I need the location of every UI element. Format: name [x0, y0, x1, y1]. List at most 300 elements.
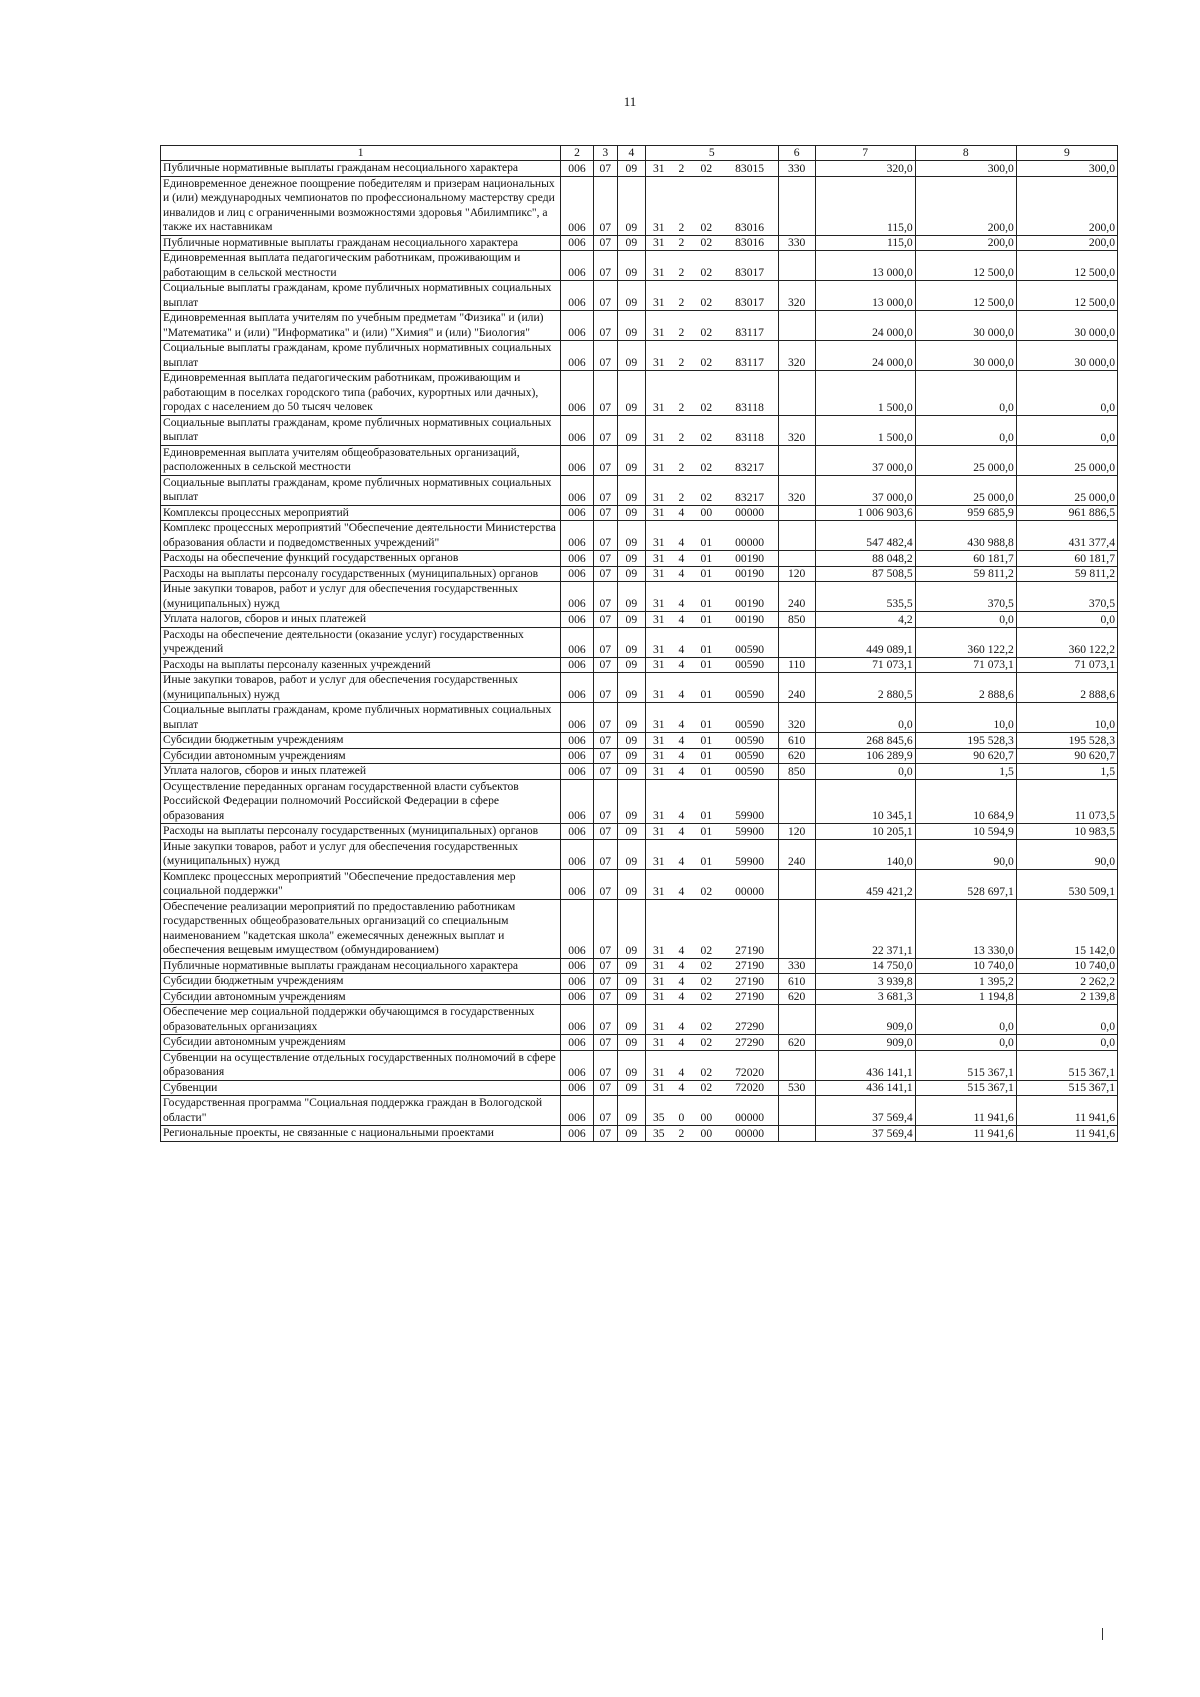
code-type: 2 — [672, 475, 692, 505]
code-subsection: 09 — [617, 974, 645, 990]
value-year-3: 12 500,0 — [1016, 281, 1117, 311]
code-gov: 006 — [561, 251, 594, 281]
code-type: 4 — [672, 989, 692, 1005]
code-group: 01 — [691, 764, 721, 780]
code-program: 31 — [645, 673, 671, 703]
code-section: 07 — [593, 475, 617, 505]
code-direction: 00190 — [722, 566, 779, 582]
row-label: Расходы на выплаты персоналу государственных (муниципальных) органов — [161, 824, 561, 840]
table-row — [161, 1050, 1118, 1080]
code-group: 02 — [691, 1005, 721, 1035]
code-program: 31 — [645, 415, 671, 445]
code-group: 02 — [691, 415, 721, 445]
value-year-3: 90 620,7 — [1016, 748, 1117, 764]
value-year-3: 515 367,1 — [1016, 1050, 1117, 1080]
table-row — [161, 657, 1118, 673]
code-expense-type: 330 — [778, 161, 815, 177]
code-group: 01 — [691, 582, 721, 612]
table-row — [161, 627, 1118, 657]
code-subsection: 09 — [617, 1035, 645, 1051]
code-direction: 83016 — [722, 176, 779, 235]
code-gov: 006 — [561, 733, 594, 749]
code-expense-type — [778, 176, 815, 235]
code-direction: 00590 — [722, 657, 779, 673]
value-year-1: 1 500,0 — [815, 371, 915, 416]
code-expense-type: 330 — [778, 958, 815, 974]
value-year-3: 300,0 — [1016, 161, 1117, 177]
code-group: 02 — [691, 445, 721, 475]
value-year-1: 4,2 — [815, 612, 915, 628]
code-group: 02 — [691, 341, 721, 371]
column-header: 3 — [593, 146, 617, 161]
code-expense-type — [778, 869, 815, 899]
value-year-3: 0,0 — [1016, 415, 1117, 445]
value-year-2: 25 000,0 — [915, 475, 1016, 505]
code-expense-type — [778, 551, 815, 567]
code-subsection: 09 — [617, 733, 645, 749]
code-expense-type: 620 — [778, 748, 815, 764]
code-subsection: 09 — [617, 505, 645, 521]
value-year-2: 59 811,2 — [915, 566, 1016, 582]
code-section: 07 — [593, 899, 617, 958]
row-label: Комплексы процессных мероприятий — [161, 505, 561, 521]
code-subsection: 09 — [617, 475, 645, 505]
code-expense-type — [778, 371, 815, 416]
code-section: 07 — [593, 1005, 617, 1035]
value-year-3: 25 000,0 — [1016, 475, 1117, 505]
value-year-1: 22 371,1 — [815, 899, 915, 958]
code-direction: 83118 — [722, 371, 779, 416]
code-program: 31 — [645, 251, 671, 281]
code-direction: 27190 — [722, 974, 779, 990]
code-gov: 006 — [561, 824, 594, 840]
code-direction: 83017 — [722, 281, 779, 311]
code-group: 01 — [691, 566, 721, 582]
code-group: 02 — [691, 281, 721, 311]
code-expense-type: 330 — [778, 235, 815, 251]
code-section: 07 — [593, 989, 617, 1005]
code-program: 31 — [645, 612, 671, 628]
code-group: 02 — [691, 1035, 721, 1051]
code-direction: 27290 — [722, 1005, 779, 1035]
budget-table — [160, 145, 1118, 1142]
code-type: 4 — [672, 869, 692, 899]
value-year-2: 0,0 — [915, 1035, 1016, 1051]
value-year-3: 0,0 — [1016, 1005, 1117, 1035]
value-year-1: 24 000,0 — [815, 341, 915, 371]
value-year-2: 12 500,0 — [915, 251, 1016, 281]
code-expense-type: 610 — [778, 974, 815, 990]
code-group: 02 — [691, 869, 721, 899]
value-year-2: 13 330,0 — [915, 899, 1016, 958]
value-year-1: 535,5 — [815, 582, 915, 612]
code-section: 07 — [593, 582, 617, 612]
value-year-2: 200,0 — [915, 235, 1016, 251]
code-expense-type — [778, 1050, 815, 1080]
code-expense-type: 320 — [778, 703, 815, 733]
code-direction: 00000 — [722, 521, 779, 551]
value-year-3: 195 528,3 — [1016, 733, 1117, 749]
code-type: 4 — [672, 521, 692, 551]
code-expense-type — [778, 445, 815, 475]
code-subsection: 09 — [617, 779, 645, 824]
code-gov: 006 — [561, 582, 594, 612]
value-year-3: 90,0 — [1016, 839, 1117, 869]
column-header: 9 — [1016, 146, 1117, 161]
code-group: 02 — [691, 1050, 721, 1080]
code-section: 07 — [593, 161, 617, 177]
code-expense-type: 320 — [778, 475, 815, 505]
value-year-1: 909,0 — [815, 1035, 915, 1051]
code-direction: 00000 — [722, 1126, 779, 1142]
code-gov: 006 — [561, 839, 594, 869]
value-year-3: 11 073,5 — [1016, 779, 1117, 824]
code-section: 07 — [593, 657, 617, 673]
value-year-1: 87 508,5 — [815, 566, 915, 582]
code-expense-type — [778, 899, 815, 958]
table-row — [161, 551, 1118, 567]
table-row — [161, 445, 1118, 475]
code-type: 2 — [672, 311, 692, 341]
code-gov: 006 — [561, 341, 594, 371]
row-label: Социальные выплаты гражданам, кроме публичных нормативных социальных выплат — [161, 475, 561, 505]
code-direction: 00000 — [722, 505, 779, 521]
code-program: 31 — [645, 869, 671, 899]
scan-mark — [1102, 1628, 1103, 1640]
code-subsection: 09 — [617, 161, 645, 177]
value-year-1: 10 205,1 — [815, 824, 915, 840]
code-type: 0 — [672, 1096, 692, 1126]
code-program: 31 — [645, 958, 671, 974]
value-year-1: 3 681,3 — [815, 989, 915, 1005]
table-row — [161, 475, 1118, 505]
code-direction: 00590 — [722, 673, 779, 703]
code-expense-type: 120 — [778, 824, 815, 840]
table-row — [161, 311, 1118, 341]
value-year-2: 300,0 — [915, 161, 1016, 177]
table-row — [161, 612, 1118, 628]
code-gov: 006 — [561, 899, 594, 958]
value-year-2: 1 194,8 — [915, 989, 1016, 1005]
code-type: 2 — [672, 415, 692, 445]
code-gov: 006 — [561, 989, 594, 1005]
value-year-1: 88 048,2 — [815, 551, 915, 567]
table-row — [161, 1035, 1118, 1051]
column-header: 1 — [161, 146, 561, 161]
code-gov: 006 — [561, 311, 594, 341]
code-subsection: 09 — [617, 371, 645, 416]
value-year-2: 2 888,6 — [915, 673, 1016, 703]
column-header: 7 — [815, 146, 915, 161]
code-expense-type — [778, 1126, 815, 1142]
table-row — [161, 899, 1118, 958]
code-program: 31 — [645, 235, 671, 251]
value-year-2: 10,0 — [915, 703, 1016, 733]
code-section: 07 — [593, 281, 617, 311]
code-gov: 006 — [561, 612, 594, 628]
value-year-1: 115,0 — [815, 176, 915, 235]
value-year-3: 360 122,2 — [1016, 627, 1117, 657]
table-row — [161, 733, 1118, 749]
column-header: 4 — [617, 146, 645, 161]
code-expense-type: 610 — [778, 733, 815, 749]
code-gov: 006 — [561, 505, 594, 521]
code-section: 07 — [593, 1126, 617, 1142]
code-type: 4 — [672, 974, 692, 990]
value-year-1: 3 939,8 — [815, 974, 915, 990]
code-subsection: 09 — [617, 764, 645, 780]
code-expense-type — [778, 311, 815, 341]
table-row — [161, 371, 1118, 416]
code-type: 2 — [672, 445, 692, 475]
code-type: 4 — [672, 839, 692, 869]
code-subsection: 09 — [617, 657, 645, 673]
code-subsection: 09 — [617, 551, 645, 567]
code-type: 4 — [672, 899, 692, 958]
code-section: 07 — [593, 341, 617, 371]
code-program: 31 — [645, 341, 671, 371]
code-direction: 83217 — [722, 475, 779, 505]
column-header: 8 — [915, 146, 1016, 161]
row-label: Публичные нормативные выплаты гражданам несоциального характера — [161, 235, 561, 251]
table-row — [161, 748, 1118, 764]
code-group: 01 — [691, 627, 721, 657]
code-subsection: 09 — [617, 281, 645, 311]
code-gov: 006 — [561, 475, 594, 505]
row-label: Социальные выплаты гражданам, кроме публичных нормативных социальных выплат — [161, 703, 561, 733]
row-label: Уплата налогов, сборов и иных платежей — [161, 764, 561, 780]
value-year-3: 0,0 — [1016, 371, 1117, 416]
row-label: Обеспечение мер социальной поддержки обучающимся в государственных образовательных организациях — [161, 1005, 561, 1035]
value-year-2: 515 367,1 — [915, 1050, 1016, 1080]
code-group: 02 — [691, 475, 721, 505]
code-subsection: 09 — [617, 311, 645, 341]
table-row — [161, 161, 1118, 177]
table-row — [161, 779, 1118, 824]
table-row — [161, 521, 1118, 551]
value-year-2: 959 685,9 — [915, 505, 1016, 521]
value-year-2: 1,5 — [915, 764, 1016, 780]
code-gov: 006 — [561, 1035, 594, 1051]
code-group: 00 — [691, 1096, 721, 1126]
code-direction: 00590 — [722, 703, 779, 733]
code-gov: 006 — [561, 1050, 594, 1080]
value-year-2: 30 000,0 — [915, 341, 1016, 371]
code-group: 02 — [691, 176, 721, 235]
code-section: 07 — [593, 415, 617, 445]
row-label: Субвенции — [161, 1080, 561, 1096]
code-group: 02 — [691, 235, 721, 251]
table-row — [161, 958, 1118, 974]
code-gov: 006 — [561, 445, 594, 475]
value-year-3: 60 181,7 — [1016, 551, 1117, 567]
value-year-1: 13 000,0 — [815, 251, 915, 281]
row-label: Субсидии бюджетным учреждениям — [161, 733, 561, 749]
code-program: 31 — [645, 475, 671, 505]
value-year-2: 60 181,7 — [915, 551, 1016, 567]
code-direction: 27190 — [722, 989, 779, 1005]
row-label: Расходы на обеспечение функций государственных органов — [161, 551, 561, 567]
code-direction: 00590 — [722, 627, 779, 657]
code-direction: 59900 — [722, 824, 779, 840]
code-gov: 006 — [561, 764, 594, 780]
code-type: 2 — [672, 161, 692, 177]
row-label: Публичные нормативные выплаты гражданам несоциального характера — [161, 161, 561, 177]
value-year-2: 90,0 — [915, 839, 1016, 869]
code-direction: 59900 — [722, 839, 779, 869]
table-row — [161, 505, 1118, 521]
row-label: Субсидии автономным учреждениям — [161, 748, 561, 764]
code-group: 01 — [691, 733, 721, 749]
code-program: 31 — [645, 371, 671, 416]
code-direction: 00190 — [722, 612, 779, 628]
value-year-1: 436 141,1 — [815, 1050, 915, 1080]
row-label: Субсидии автономным учреждениям — [161, 1035, 561, 1051]
code-gov: 006 — [561, 657, 594, 673]
value-year-3: 0,0 — [1016, 612, 1117, 628]
code-direction: 27190 — [722, 899, 779, 958]
value-year-1: 268 845,6 — [815, 733, 915, 749]
code-direction: 83017 — [722, 251, 779, 281]
code-program: 31 — [645, 764, 671, 780]
code-group: 00 — [691, 505, 721, 521]
table-row — [161, 869, 1118, 899]
value-year-3: 10 740,0 — [1016, 958, 1117, 974]
value-year-3: 10 983,5 — [1016, 824, 1117, 840]
code-subsection: 09 — [617, 1126, 645, 1142]
row-label: Единовременное денежное поощрение победителям и призерам национальных и (или) международных чемпионатов по профессиональному мастерству среди инвалидов и лиц с ограниченными возможностями здоровья "Абилимпикс", а также их наставникам — [161, 176, 561, 235]
code-expense-type — [778, 521, 815, 551]
code-type: 4 — [672, 582, 692, 612]
table-row — [161, 251, 1118, 281]
value-year-3: 25 000,0 — [1016, 445, 1117, 475]
code-subsection: 09 — [617, 673, 645, 703]
code-section: 07 — [593, 703, 617, 733]
value-year-2: 10 594,9 — [915, 824, 1016, 840]
code-gov: 006 — [561, 748, 594, 764]
value-year-1: 37 569,4 — [815, 1126, 915, 1142]
row-label: Иные закупки товаров, работ и услуг для обеспечения государственных (муниципальных) нужд — [161, 839, 561, 869]
value-year-1: 449 089,1 — [815, 627, 915, 657]
code-expense-type: 120 — [778, 566, 815, 582]
code-direction: 00190 — [722, 582, 779, 612]
code-type: 4 — [672, 505, 692, 521]
code-group: 01 — [691, 839, 721, 869]
value-year-2: 12 500,0 — [915, 281, 1016, 311]
code-section: 07 — [593, 764, 617, 780]
value-year-3: 431 377,4 — [1016, 521, 1117, 551]
code-section: 07 — [593, 1050, 617, 1080]
code-gov: 006 — [561, 176, 594, 235]
row-label: Обеспечение реализации мероприятий по предоставлению работникам государственных общеобразовательных организаций со специальным наименованием "кадетская школа" ежемесячных денежных выплат и обеспечения вещевым имуществом (обмундированием) — [161, 899, 561, 958]
code-type: 2 — [672, 371, 692, 416]
code-expense-type: 530 — [778, 1080, 815, 1096]
row-label: Расходы на выплаты персоналу казенных учреждений — [161, 657, 561, 673]
code-section: 07 — [593, 779, 617, 824]
value-year-1: 13 000,0 — [815, 281, 915, 311]
code-program: 31 — [645, 1080, 671, 1096]
code-group: 02 — [691, 899, 721, 958]
value-year-2: 10 684,9 — [915, 779, 1016, 824]
value-year-2: 515 367,1 — [915, 1080, 1016, 1096]
code-type: 4 — [672, 566, 692, 582]
code-group: 02 — [691, 989, 721, 1005]
code-direction: 00590 — [722, 748, 779, 764]
code-expense-type — [778, 627, 815, 657]
row-label: Уплата налогов, сборов и иных платежей — [161, 612, 561, 628]
code-type: 4 — [672, 1005, 692, 1035]
code-expense-type: 320 — [778, 341, 815, 371]
code-direction: 72020 — [722, 1080, 779, 1096]
code-subsection: 09 — [617, 869, 645, 899]
row-label: Социальные выплаты гражданам, кроме публичных нормативных социальных выплат — [161, 281, 561, 311]
code-subsection: 09 — [617, 989, 645, 1005]
value-year-2: 71 073,1 — [915, 657, 1016, 673]
value-year-2: 195 528,3 — [915, 733, 1016, 749]
value-year-3: 15 142,0 — [1016, 899, 1117, 958]
row-label: Единовременная выплата учителям по учебным предметам "Физика" и (или) "Математика" и (или) "Информатика" и (или) "Химия" и (или) "Биология" — [161, 311, 561, 341]
value-year-1: 0,0 — [815, 764, 915, 780]
code-section: 07 — [593, 869, 617, 899]
table-row — [161, 281, 1118, 311]
code-program: 31 — [645, 839, 671, 869]
page-number: 11 — [623, 94, 637, 109]
row-label: Субсидии бюджетным учреждениям — [161, 974, 561, 990]
code-expense-type: 320 — [778, 281, 815, 311]
code-group: 01 — [691, 703, 721, 733]
code-program: 31 — [645, 281, 671, 311]
value-year-3: 12 500,0 — [1016, 251, 1117, 281]
code-direction: 83118 — [722, 415, 779, 445]
table-row — [161, 582, 1118, 612]
code-group: 01 — [691, 673, 721, 703]
code-section: 07 — [593, 235, 617, 251]
code-section: 07 — [593, 1035, 617, 1051]
code-gov: 006 — [561, 869, 594, 899]
code-subsection: 09 — [617, 839, 645, 869]
code-gov: 006 — [561, 974, 594, 990]
code-group: 01 — [691, 748, 721, 764]
code-gov: 006 — [561, 371, 594, 416]
code-expense-type: 850 — [778, 612, 815, 628]
code-group: 01 — [691, 657, 721, 673]
row-label: Региональные проекты, не связанные с национальными проектами — [161, 1126, 561, 1142]
row-label: Единовременная выплата учителям общеобразовательных организаций, расположенных в сельской местности — [161, 445, 561, 475]
code-section: 07 — [593, 505, 617, 521]
code-group: 00 — [691, 1126, 721, 1142]
column-header: 2 — [561, 146, 594, 161]
value-year-2: 11 941,6 — [915, 1096, 1016, 1126]
code-expense-type — [778, 1005, 815, 1035]
table-row — [161, 341, 1118, 371]
value-year-2: 0,0 — [915, 1005, 1016, 1035]
code-gov: 006 — [561, 566, 594, 582]
code-program: 35 — [645, 1096, 671, 1126]
code-direction: 27290 — [722, 1035, 779, 1051]
code-type: 2 — [672, 235, 692, 251]
row-label: Комплекс процессных мероприятий "Обеспечение предоставления мер социальной поддержки" — [161, 869, 561, 899]
code-section: 07 — [593, 673, 617, 703]
row-label: Иные закупки товаров, работ и услуг для обеспечения государственных (муниципальных) нужд — [161, 582, 561, 612]
row-label: Единовременная выплата педагогическим работникам, проживающим и работающим в сельской местности — [161, 251, 561, 281]
code-direction: 83117 — [722, 341, 779, 371]
table-row — [161, 566, 1118, 582]
value-year-1: 10 345,1 — [815, 779, 915, 824]
code-program: 31 — [645, 505, 671, 521]
code-direction: 00590 — [722, 733, 779, 749]
value-year-3: 530 509,1 — [1016, 869, 1117, 899]
code-section: 07 — [593, 1080, 617, 1096]
